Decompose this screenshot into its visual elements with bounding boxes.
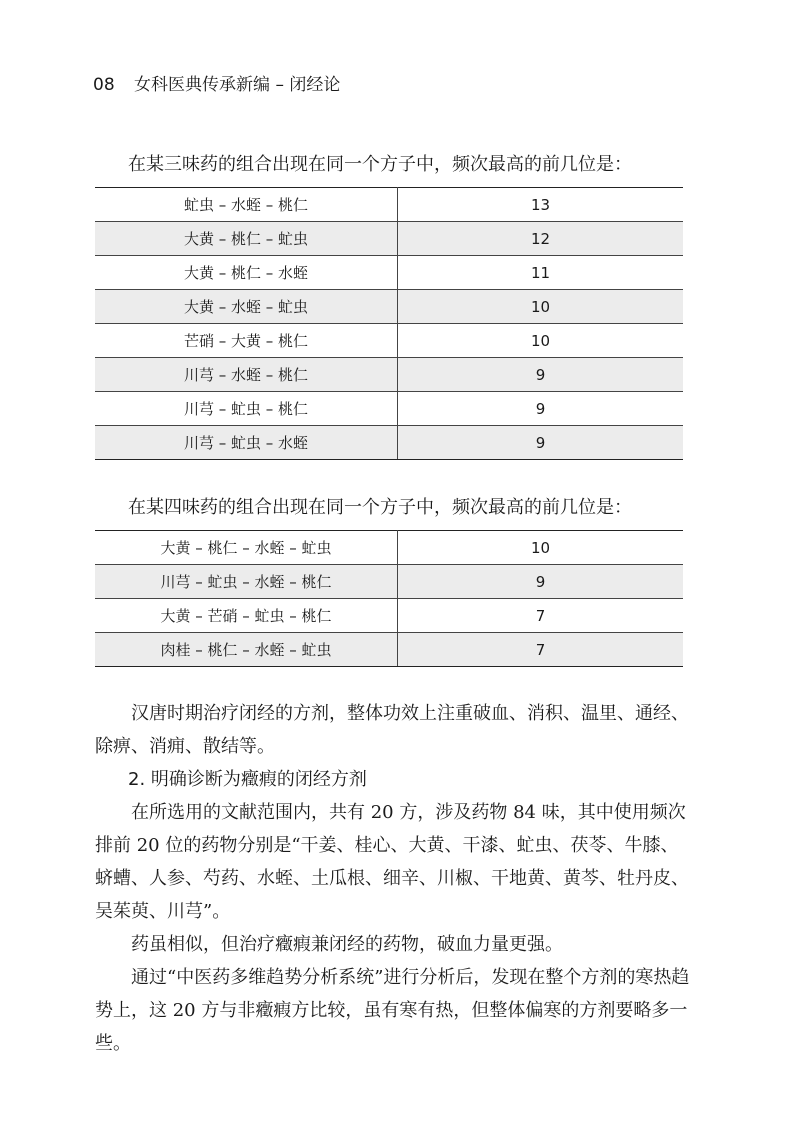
paragraph-stronger: 药虽相似，但治疗癥瘕兼闭经的药物，破血力量更强。 bbox=[131, 934, 563, 955]
book-title: 女科医典传承新编 – 闭经论 bbox=[134, 75, 341, 95]
paragraph-trend-analysis: 通过“中医药多维趋势分析系统”进行分析后，发现在整个方剂的寒热趋势上，这 20 方与非癥瘕方比较，虽有寒有热，但整体偏寒的方剂要略多一些。 bbox=[95, 967, 690, 1054]
table-row bbox=[95, 290, 683, 324]
frequency-count: 13 bbox=[398, 188, 684, 222]
table-row bbox=[95, 633, 683, 667]
paragraph-herb-list: 在所选用的文献范围内，共有 20 方，涉及药物 84 味，其中使用频次排前 20 位的药物分别是“干姜、桂心、大黄、干漆、虻虫、茯苓、牛膝、蛴螬、人参、芍药、水蛭、土瓜根、细辛、川椒、干地黄、黄芩、牡丹皮、吴茱萸、川芎”。 bbox=[95, 802, 689, 922]
table-row bbox=[95, 222, 683, 256]
table-row bbox=[95, 188, 683, 222]
table4-caption: 在某四味药的组合出现在同一个方子中，频次最高的前几位是： bbox=[128, 497, 632, 518]
frequency-count: 10 bbox=[398, 531, 684, 565]
frequency-count: 10 bbox=[398, 290, 684, 324]
frequency-count: 9 bbox=[398, 358, 684, 392]
herb-combination: 大黄 – 水蛭 – 虻虫 bbox=[95, 290, 398, 324]
herb-combination: 川芎 – 虻虫 – 水蛭 – 桃仁 bbox=[95, 565, 398, 599]
herb-combination: 川芎 – 虻虫 – 桃仁 bbox=[95, 392, 398, 426]
page-number: 08 bbox=[93, 75, 115, 95]
page-header bbox=[93, 70, 340, 95]
frequency-count: 9 bbox=[398, 426, 684, 460]
frequency-count: 10 bbox=[398, 324, 684, 358]
frequency-count: 9 bbox=[398, 565, 684, 599]
herb-combination: 肉桂 – 桃仁 – 水蛭 – 虻虫 bbox=[95, 633, 398, 667]
frequency-count: 7 bbox=[398, 599, 684, 633]
table-row bbox=[95, 358, 683, 392]
section-subheading: 2. 明确诊断为癥瘕的闭经方剂 bbox=[128, 769, 367, 790]
herb-combination: 大黄 – 芒硝 – 虻虫 – 桃仁 bbox=[95, 599, 398, 633]
table-row bbox=[95, 392, 683, 426]
frequency-count: 9 bbox=[398, 392, 684, 426]
three-herb-table bbox=[95, 187, 683, 460]
table-row bbox=[95, 599, 683, 633]
herb-combination: 大黄 – 桃仁 – 虻虫 bbox=[95, 222, 398, 256]
herb-combination: 大黄 – 桃仁 – 水蛭 bbox=[95, 256, 398, 290]
table-row bbox=[95, 426, 683, 460]
frequency-count: 11 bbox=[398, 256, 684, 290]
herb-combination: 大黄 – 桃仁 – 水蛭 – 虻虫 bbox=[95, 531, 398, 565]
four-herb-table bbox=[95, 530, 683, 667]
herb-combination: 虻虫 – 水蛭 – 桃仁 bbox=[95, 188, 398, 222]
table-row bbox=[95, 565, 683, 599]
table-row bbox=[95, 531, 683, 565]
table-row bbox=[95, 324, 683, 358]
herb-combination: 川芎 – 虻虫 – 水蛭 bbox=[95, 426, 398, 460]
herb-combination: 芒硝 – 大黄 – 桃仁 bbox=[95, 324, 398, 358]
frequency-count: 7 bbox=[398, 633, 684, 667]
table3-caption: 在某三味药的组合出现在同一个方子中，频次最高的前几位是： bbox=[128, 154, 632, 175]
table-row bbox=[95, 256, 683, 290]
paragraph-summary: 汉唐时期治疗闭经的方剂，整体功效上注重破血、消积、温里、通经、除痹、消痈、散结等。 bbox=[95, 703, 689, 757]
frequency-count: 12 bbox=[398, 222, 684, 256]
herb-combination: 川芎 – 水蛭 – 桃仁 bbox=[95, 358, 398, 392]
